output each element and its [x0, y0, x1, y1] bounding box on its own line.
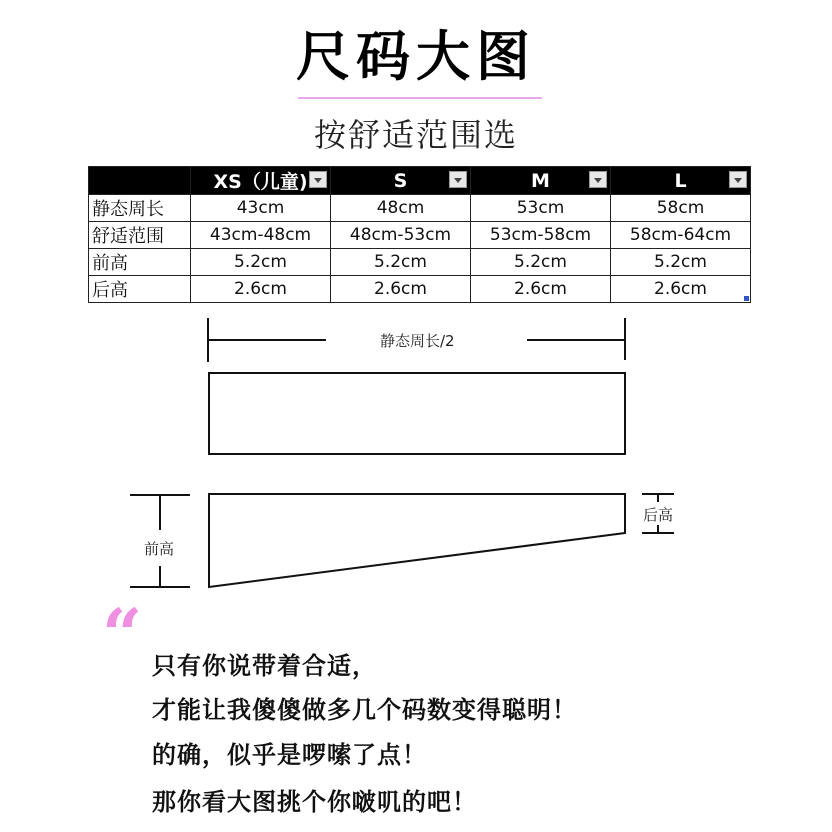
- quote-mark-icon: “: [102, 593, 143, 676]
- page-title: 尺码大图: [296, 25, 536, 88]
- quote-line: 那你看大图挑个你啵叽的吧！: [152, 788, 477, 816]
- table-cell: 2.6cm: [191, 276, 331, 303]
- front-height-label: 前高: [144, 540, 175, 558]
- table-cell: 5.2cm: [611, 249, 751, 276]
- row-label: 前高: [89, 249, 191, 276]
- table-cell: 5.2cm: [471, 249, 611, 276]
- row-label: 后高: [89, 276, 191, 303]
- table-cell: 43cm-48cm: [191, 222, 331, 249]
- band-side-shape: [209, 494, 625, 587]
- header-xs-label: XS（儿童): [213, 171, 308, 193]
- table-cell: 5.2cm: [331, 249, 471, 276]
- quote-line: 只有你说带着合适，: [152, 652, 377, 680]
- quote-line: 的确，似乎是啰嗦了点！: [152, 741, 427, 769]
- back-height-label: 后高: [643, 506, 674, 524]
- table-cell: 2.6cm: [611, 276, 751, 303]
- quote-line: 才能让我傻傻做多几个码数变得聪明！: [152, 696, 577, 724]
- table-cell: 58cm: [611, 195, 751, 222]
- table-cell: 2.6cm: [471, 276, 611, 303]
- table-cell: 5.2cm: [191, 249, 331, 276]
- width-label: 静态周长/2: [380, 332, 455, 350]
- row-label: 舒适范围: [89, 222, 191, 249]
- table-cell: 48cm-53cm: [331, 222, 471, 249]
- table-cell: 43cm: [191, 195, 331, 222]
- band-rectangle-shape: [209, 373, 625, 454]
- table-cell: 2.6cm: [331, 276, 471, 303]
- table-cell: 53cm: [471, 195, 611, 222]
- table-cell: 58cm-64cm: [611, 222, 751, 249]
- table-cell: 48cm: [331, 195, 471, 222]
- table-cell: 53cm-58cm: [471, 222, 611, 249]
- header-m-label: M: [531, 169, 550, 192]
- row-label: 静态周长: [89, 195, 191, 222]
- page-subtitle: 按舒适范围选: [313, 116, 518, 154]
- header-l-label: L: [674, 169, 687, 192]
- header-s-label: S: [393, 169, 408, 192]
